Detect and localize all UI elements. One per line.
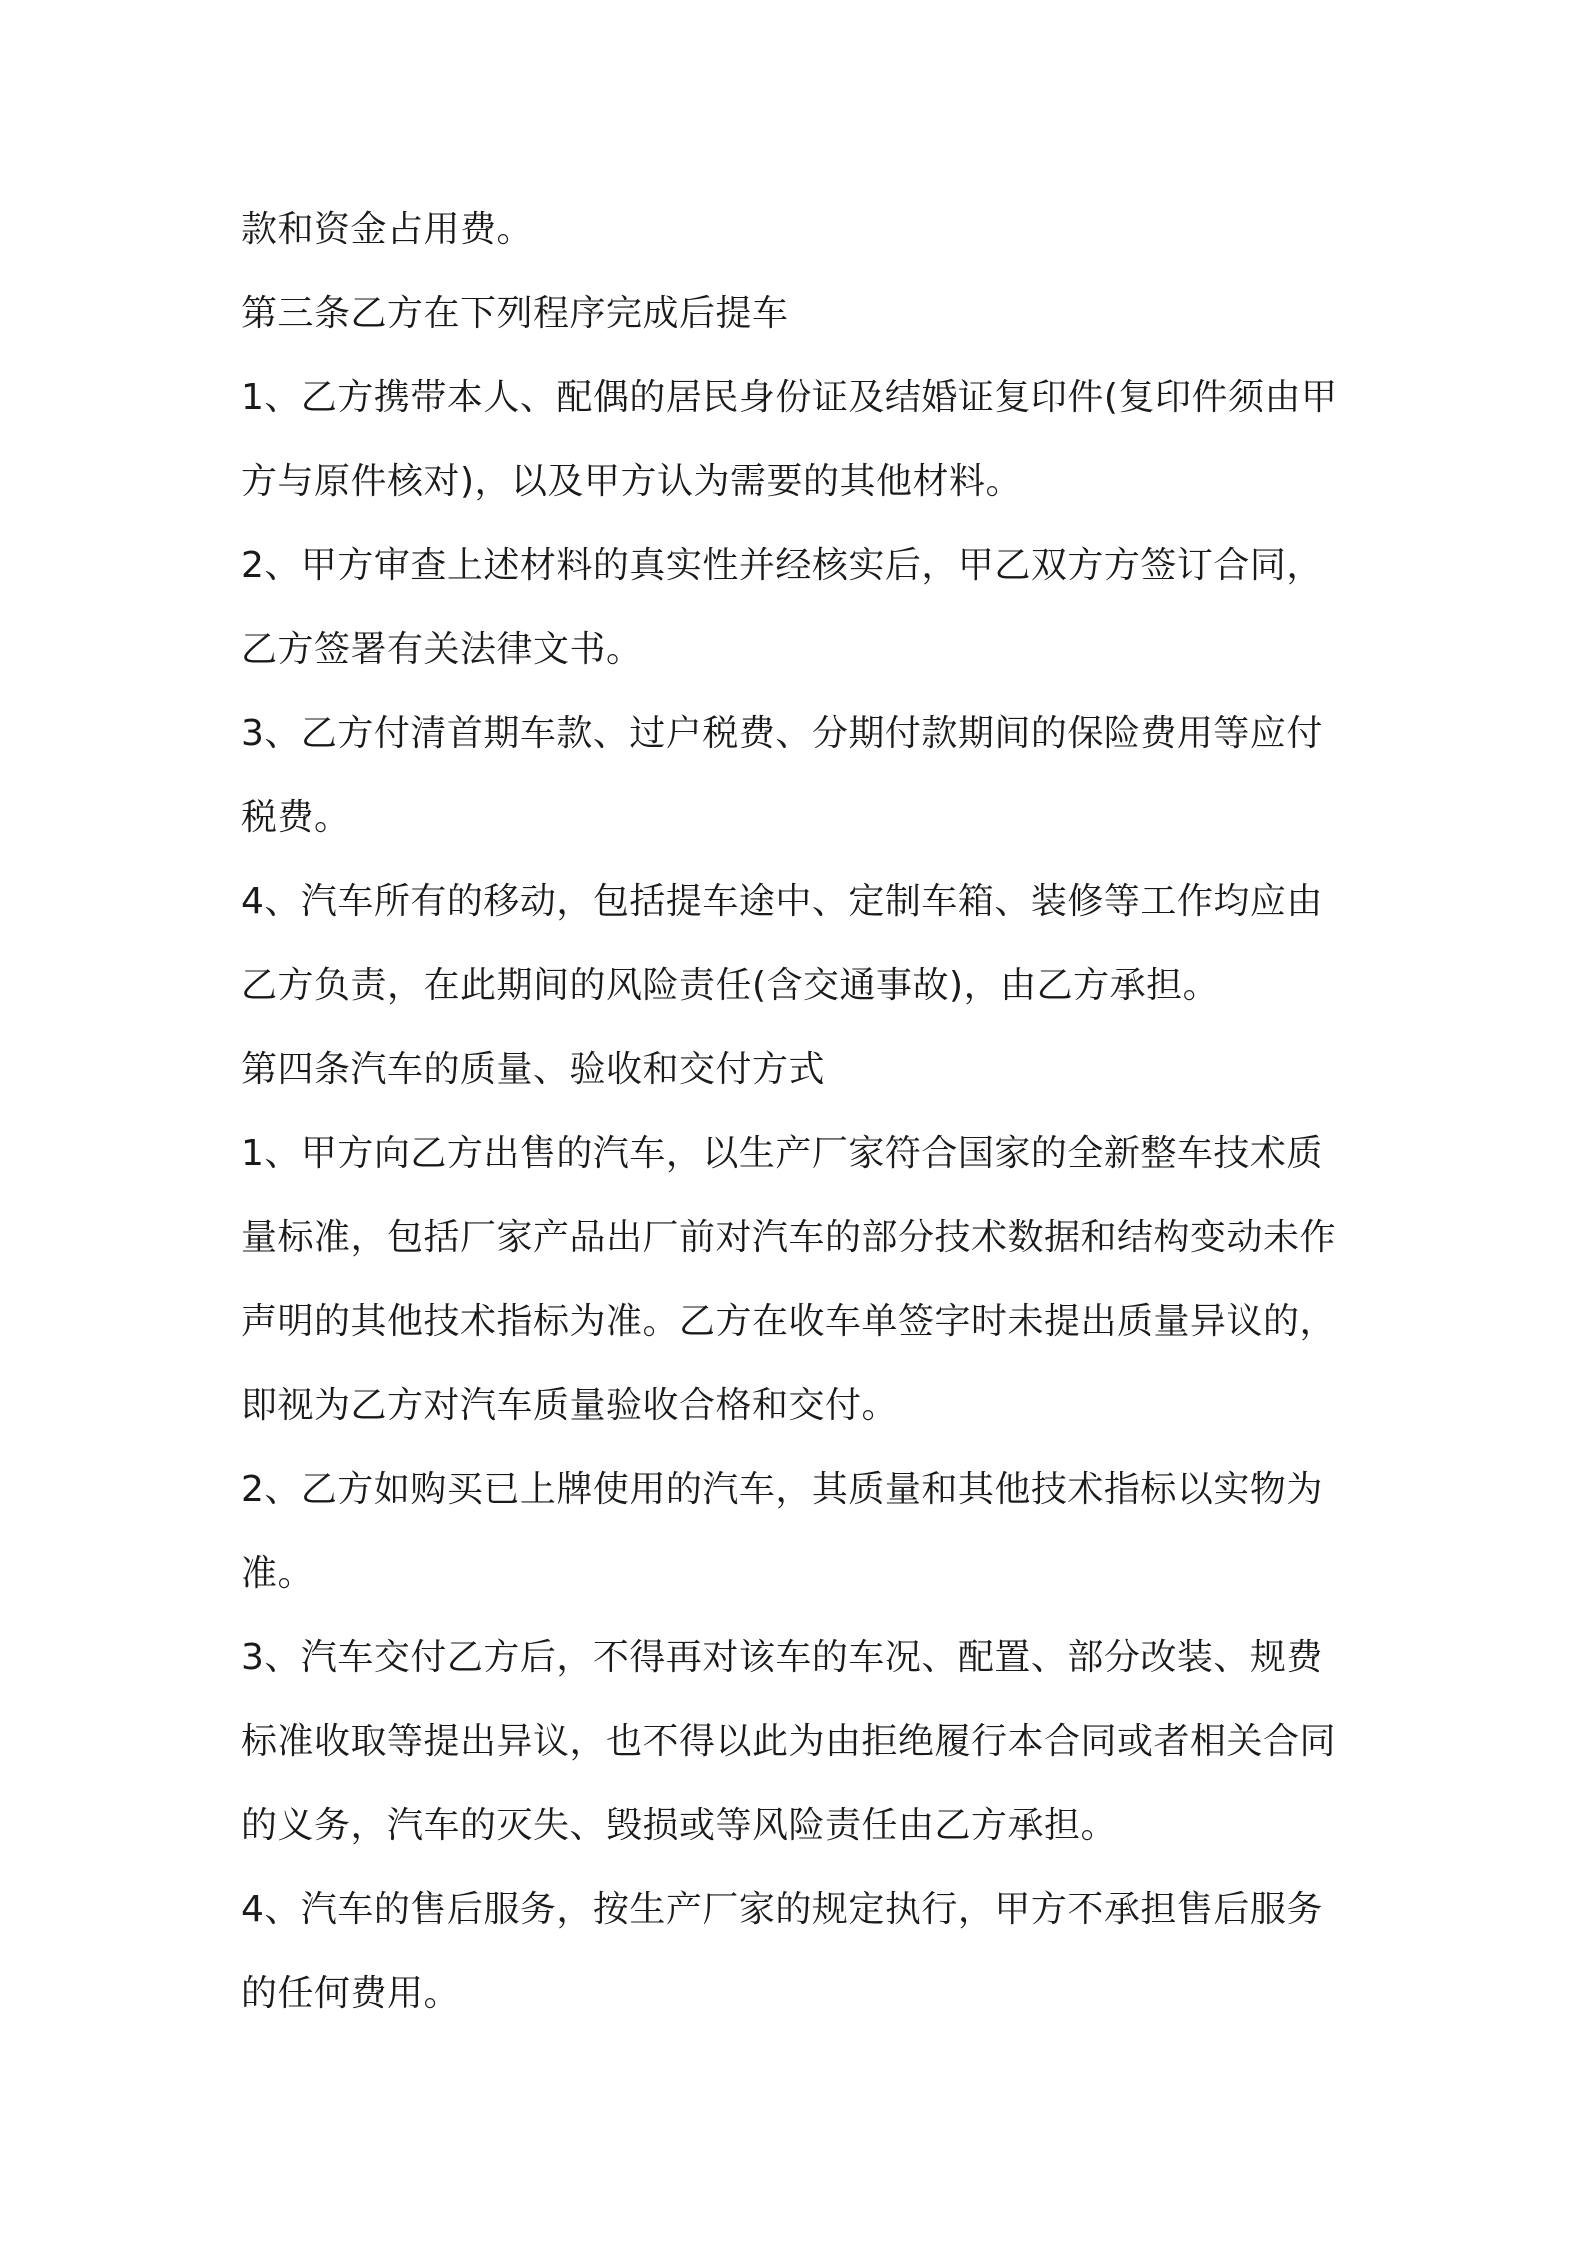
text-line: 3、乙方付清首期车款、过户税费、分期付款期间的保险费用等应付 [241, 713, 1323, 754]
text-line: 款和资金占用费。 [241, 209, 534, 250]
text-line: 标准收取等提出异议，也不得以此为由拒绝履行本合同或者相关合同 [241, 1721, 1337, 1762]
text-line: 4、汽车所有的移动，包括提车途中、定制车箱、装修等工作均应由 [241, 881, 1323, 922]
text-line: 税费。 [241, 797, 351, 838]
text-line: 3、汽车交付乙方后，不得再对该车的车况、配置、部分改装、规费 [241, 1637, 1323, 1678]
text-line: 2、乙方如购买已上牌使用的汽车，其质量和其他技术指标以实物为 [241, 1469, 1323, 1510]
document-body [241, 198, 1361, 2046]
text-line: 4、汽车的售后服务，按生产厂家的规定执行，甲方不承担售后服务 [241, 1889, 1323, 1930]
text-line: 准。 [241, 1553, 315, 1594]
section-heading: 第三条乙方在下列程序完成后提车 [241, 293, 789, 334]
text-line: 的任何费用。 [241, 1973, 461, 2014]
section-heading: 第四条汽车的质量、验收和交付方式 [241, 1049, 826, 1090]
text-line: 乙方负责，在此期间的风险责任(含交通事故)，由乙方承担。 [241, 965, 1220, 1006]
text-line: 1、乙方携带本人、配偶的居民身份证及结婚证复印件(复印件须由甲 [241, 377, 1338, 418]
text-line: 的义务，汽车的灭失、毁损或等风险责任由乙方承担。 [241, 1805, 1118, 1846]
text-line: 即视为乙方对汽车质量验收合格和交付。 [241, 1385, 899, 1426]
text-line: 量标准，包括厂家产品出厂前对汽车的部分技术数据和结构变动未作 [241, 1217, 1337, 1258]
text-line: 乙方签署有关法律文书。 [241, 629, 643, 670]
text-line: 声明的其他技术指标为准。乙方在收车单签字时未提出质量异议的， [241, 1301, 1337, 1342]
text-line: 1、甲方向乙方出售的汽车，以生产厂家符合国家的全新整车技术质 [241, 1133, 1323, 1174]
text-line: 方与原件核对)，以及甲方认为需要的其他材料。 [241, 461, 1023, 502]
text-line: 2、甲方审查上述材料的真实性并经核实后，甲乙双方方签订合同， [241, 545, 1323, 586]
